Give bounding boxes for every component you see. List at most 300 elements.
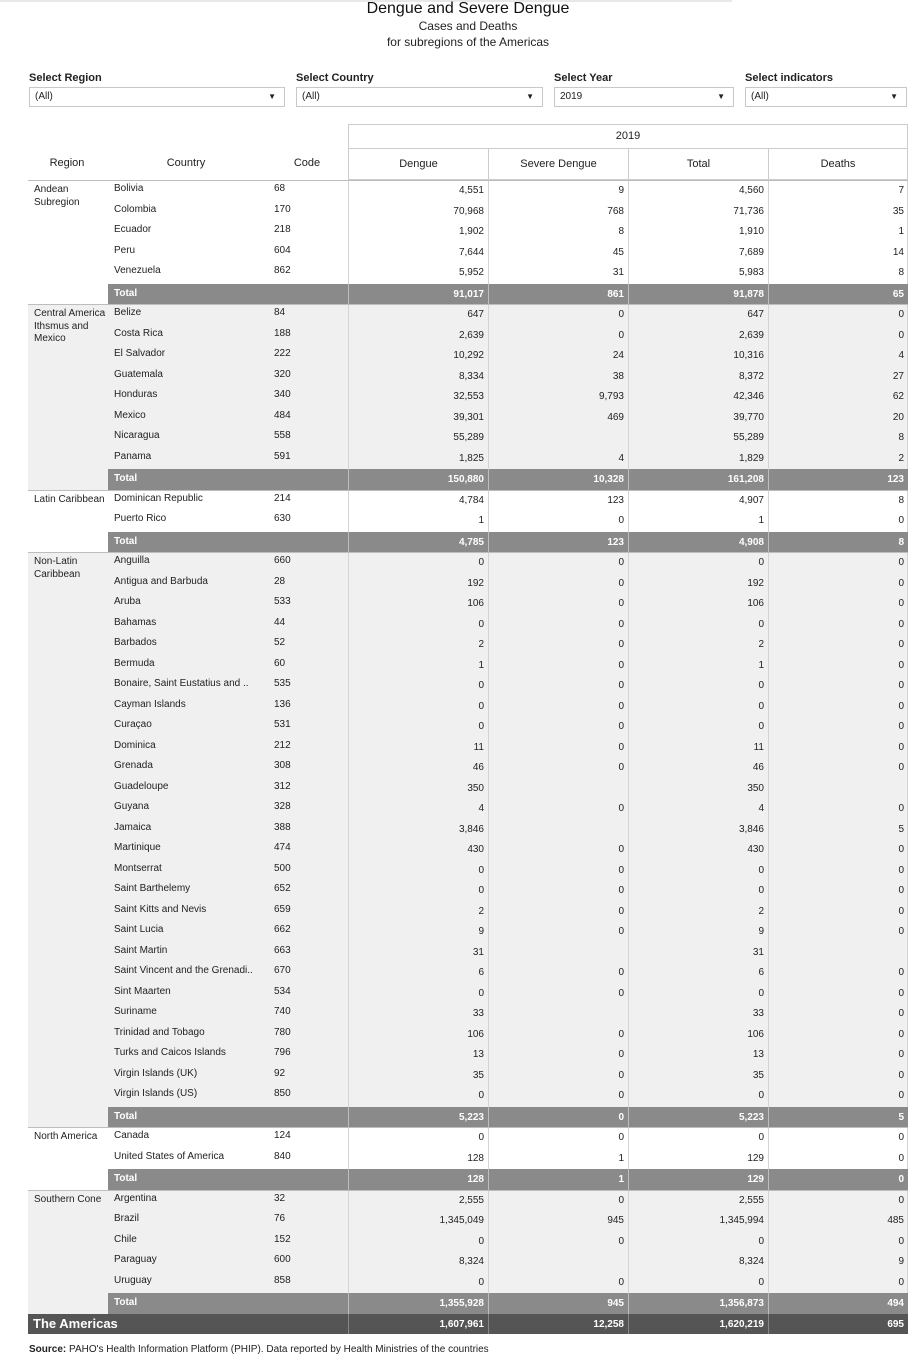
country-cell: Bolivia (114, 183, 144, 194)
severe-dengue-cell: 0 (618, 639, 624, 650)
column-divider (488, 943, 489, 964)
deaths-cell: 0 (898, 1049, 904, 1060)
country-cell: Ecuador (114, 224, 152, 235)
table-row (28, 922, 908, 943)
country-cell: Suriname (114, 1006, 157, 1017)
severe-dengue-cell: 0 (618, 577, 624, 589)
code-cell: 388 (274, 821, 291, 833)
deaths-cell: 14 (892, 246, 904, 258)
column-divider (907, 799, 908, 820)
total-cell: 35 (752, 1069, 764, 1081)
deaths-cell: 0 (898, 577, 904, 589)
header-deaths: Deaths (768, 148, 908, 180)
dengue-cell: 8,324 (458, 1256, 484, 1267)
header-dengue: Dengue (348, 148, 488, 180)
dengue-cell: 350 (467, 782, 484, 794)
deaths-cell: 0 (898, 1276, 904, 1288)
table-row (28, 656, 908, 677)
header-severe-dengue: Severe Dengue (488, 148, 628, 180)
source-text: PAHO's Health Information Platform (PHIP). Data reported by Health Ministries of the countries (66, 1344, 489, 1355)
dengue-cell: 1 (478, 515, 484, 526)
total-cell: 6 (758, 967, 764, 978)
table-row (28, 840, 908, 861)
total-cell: 71,736 (733, 205, 764, 217)
table-row (28, 428, 908, 449)
total-row (108, 1169, 908, 1190)
chevron-down-icon: ▼ (717, 92, 725, 101)
code-cell: 862 (274, 265, 291, 276)
table-row (28, 635, 908, 656)
total-severe-dengue-cell: 10,328 (593, 474, 624, 485)
country-cell: Paraguay (114, 1254, 157, 1265)
column-divider (907, 1273, 908, 1294)
code-cell: 214 (274, 492, 291, 504)
severe-dengue-cell: 0 (618, 598, 624, 609)
country-cell: Puerto Rico (114, 513, 167, 524)
severe-dengue-cell: 0 (618, 515, 624, 526)
year-filter-label: Select Year (554, 72, 613, 84)
country-cell: Bonaire, Saint Eustatius and .. (114, 678, 249, 689)
region-block (28, 304, 908, 490)
code-cell: 312 (274, 780, 291, 792)
year-select[interactable] (554, 87, 734, 107)
table-row (28, 449, 908, 470)
table-row (28, 574, 908, 595)
severe-dengue-cell: 9,793 (598, 391, 624, 402)
deaths-cell: 0 (898, 1090, 904, 1101)
total-cell: 1,910 (738, 226, 764, 237)
code-cell: 484 (274, 409, 291, 421)
total-cell: 2 (758, 639, 764, 650)
country-cell: Saint Kitts and Nevis (114, 903, 207, 915)
total-label: Total (114, 1110, 138, 1122)
column-divider (907, 408, 908, 429)
dengue-cell: 46 (472, 762, 484, 773)
total-cell: 0 (758, 1132, 764, 1143)
code-cell: 170 (274, 203, 291, 215)
deaths-cell: 0 (898, 639, 904, 650)
page-subtitle: Cases and Deaths (418, 19, 518, 33)
table-row (28, 881, 908, 902)
dengue-cell: 9 (478, 926, 484, 937)
region-filter-label: Select Region (29, 72, 102, 84)
table-row (28, 1004, 908, 1025)
deaths-cell: 0 (898, 967, 904, 978)
total-dengue-cell: 150,880 (447, 474, 484, 485)
column-divider (907, 615, 908, 636)
code-cell: 796 (274, 1047, 291, 1058)
table-row (28, 1191, 908, 1212)
column-divider (907, 428, 908, 449)
indicators-select-value: (All) (751, 91, 769, 102)
severe-dengue-cell: 0 (618, 1090, 624, 1101)
code-cell: 152 (274, 1233, 291, 1245)
dengue-cell: 2,555 (458, 1194, 484, 1206)
deaths-cell: 0 (898, 1152, 904, 1164)
table-row (28, 1232, 908, 1253)
deaths-cell: 1 (898, 226, 904, 237)
table-row (28, 305, 908, 326)
deaths-cell: 0 (898, 844, 904, 855)
table-row (28, 799, 908, 820)
total-cell: 0 (758, 864, 764, 876)
column-divider (907, 881, 908, 902)
code-cell: 840 (274, 1150, 291, 1162)
dengue-cell: 2 (478, 639, 484, 650)
dengue-cell: 1,902 (458, 226, 484, 237)
column-divider (907, 346, 908, 367)
total-cell: 8,324 (738, 1256, 764, 1267)
country-cell: Virgin Islands (US) (114, 1088, 198, 1099)
code-cell: 474 (274, 842, 291, 853)
code-cell: 663 (274, 944, 291, 956)
dengue-cell: 106 (467, 1028, 484, 1040)
grand-total-row (28, 1314, 908, 1335)
code-cell: 76 (274, 1213, 286, 1224)
dengue-cell: 11 (473, 741, 484, 753)
table-row (28, 902, 908, 923)
table-row (28, 1273, 908, 1294)
dengue-cell: 0 (478, 680, 484, 691)
column-divider (907, 984, 908, 1005)
dengue-cell: 0 (478, 1276, 484, 1288)
dengue-cell: 128 (467, 1152, 484, 1164)
code-cell: 500 (274, 862, 291, 874)
total-cell: 31 (752, 946, 764, 958)
column-divider (907, 367, 908, 388)
deaths-cell: 8 (898, 432, 904, 443)
total-total-cell: 129 (747, 1174, 764, 1185)
total-cell: 3,846 (738, 823, 764, 835)
year-header: 2019 (348, 124, 908, 148)
region-block (28, 552, 908, 1127)
severe-dengue-cell: 0 (618, 659, 624, 671)
column-divider (907, 635, 908, 656)
region-filter (29, 71, 285, 107)
table-row (28, 1066, 908, 1087)
column-divider (907, 717, 908, 738)
severe-dengue-cell: 0 (618, 885, 624, 896)
grand-total-cell: 1,620,219 (719, 1318, 764, 1330)
dengue-cell: 4 (478, 803, 484, 814)
total-cell: 10,316 (733, 350, 764, 361)
table-row (28, 408, 908, 429)
total-cell: 5,983 (738, 267, 764, 278)
table-row (28, 553, 908, 574)
table-row (28, 1211, 908, 1232)
deaths-cell: 20 (892, 411, 904, 423)
column-divider (907, 922, 908, 943)
country-cell: Bahamas (114, 616, 157, 628)
country-cell: Panama (114, 450, 152, 462)
severe-dengue-cell: 0 (618, 844, 624, 855)
total-cell: 0 (758, 885, 764, 896)
region-label: Southern Cone (34, 1193, 102, 1205)
table-row (28, 963, 908, 984)
table-row (28, 738, 908, 759)
column-divider (907, 820, 908, 841)
code-cell: 136 (274, 698, 291, 710)
deaths-cell: 4 (898, 350, 904, 361)
dengue-cell: 0 (478, 885, 484, 896)
country-cell: Guyana (114, 801, 150, 812)
region-label: Central America Ithsmus and Mexico (34, 308, 106, 344)
total-deaths-cell: 123 (887, 474, 904, 485)
country-cell: Jamaica (114, 821, 152, 833)
column-divider (907, 222, 908, 243)
table-row (28, 1025, 908, 1046)
grand-deaths-cell: 695 (887, 1318, 904, 1330)
country-cell: Dominican Republic (114, 492, 203, 504)
code-cell: 600 (274, 1254, 291, 1265)
total-cell: 55,289 (733, 432, 764, 443)
column-divider (907, 387, 908, 408)
code-cell: 558 (274, 430, 291, 441)
dengue-cell: 13 (472, 1049, 484, 1060)
total-cell: 0 (758, 680, 764, 691)
severe-dengue-cell: 24 (612, 350, 624, 361)
total-cell: 2,555 (738, 1194, 764, 1206)
deaths-cell: 0 (898, 309, 904, 320)
region-select-value: (All) (35, 91, 53, 102)
chevron-down-icon: ▼ (890, 92, 898, 101)
total-cell: 192 (747, 577, 764, 589)
table-row (28, 326, 908, 347)
total-severe-dengue-cell: 123 (607, 536, 624, 548)
dengue-cell: 2 (478, 905, 484, 917)
total-dengue-cell: 4,785 (458, 536, 484, 548)
severe-dengue-cell: 0 (618, 557, 624, 568)
severe-dengue-cell: 0 (618, 1028, 624, 1040)
code-cell: 320 (274, 368, 291, 380)
deaths-cell: 485 (887, 1215, 904, 1226)
country-cell: Barbados (114, 637, 157, 648)
page-subtitle-2: for subregions of the Americas (386, 35, 550, 49)
dengue-cell: 10,292 (453, 350, 484, 361)
severe-dengue-cell: 0 (618, 309, 624, 320)
country-filter-label: Select Country (296, 72, 374, 84)
column-divider (907, 861, 908, 882)
total-cell: 0 (758, 987, 764, 999)
severe-dengue-cell: 0 (618, 762, 624, 773)
header-code: Code (293, 157, 321, 169)
indicators-filter (745, 71, 907, 107)
dengue-cell: 1,825 (458, 452, 484, 464)
code-cell: 68 (274, 183, 286, 194)
dengue-cell: 0 (478, 1235, 484, 1247)
column-divider (907, 202, 908, 223)
column-divider (907, 1232, 908, 1253)
column-divider (907, 574, 908, 595)
total-cell: 46 (752, 762, 764, 773)
table-row (28, 1045, 908, 1066)
column-divider (907, 1045, 908, 1066)
code-cell: 60 (274, 657, 286, 669)
code-cell: 630 (274, 513, 291, 524)
dengue-cell: 192 (467, 577, 484, 589)
country-cell: Cayman Islands (114, 698, 186, 710)
country-select[interactable] (296, 87, 543, 107)
table-row (28, 779, 908, 800)
table-row (28, 820, 908, 841)
deaths-cell: 0 (898, 721, 904, 732)
country-cell: Brazil (114, 1213, 140, 1224)
total-row (108, 1293, 908, 1314)
column-divider (907, 758, 908, 779)
total-total-cell: 5,223 (738, 1111, 764, 1123)
severe-dengue-cell: 45 (612, 246, 624, 258)
deaths-cell: 0 (898, 803, 904, 814)
deaths-cell: 7 (898, 185, 904, 196)
total-label: Total (114, 535, 138, 547)
code-cell: 340 (274, 389, 291, 400)
deaths-cell: 0 (898, 905, 904, 917)
code-cell: 662 (274, 924, 291, 935)
total-cell: 129 (747, 1152, 764, 1164)
title-block (0, 0, 924, 50)
column-divider (907, 1004, 908, 1025)
deaths-cell: 0 (898, 1028, 904, 1040)
severe-dengue-cell: 0 (618, 1235, 624, 1247)
code-cell: 124 (274, 1130, 291, 1141)
total-dengue-cell: 5,223 (458, 1111, 484, 1123)
region-select[interactable] (29, 87, 285, 107)
total-severe-dengue-cell: 861 (607, 288, 624, 300)
table-row (28, 491, 908, 512)
table-row (28, 387, 908, 408)
country-cell: Canada (114, 1130, 150, 1141)
total-cell: 1 (758, 659, 764, 671)
total-dengue-cell: 1,355,928 (439, 1298, 484, 1309)
total-cell: 0 (758, 1090, 764, 1101)
dengue-cell: 4,551 (458, 185, 484, 196)
total-dengue-cell: 91,017 (453, 288, 484, 300)
deaths-cell: 9 (898, 1256, 904, 1267)
column-divider (907, 1149, 908, 1170)
code-cell: 188 (274, 327, 291, 339)
country-cell: Chile (114, 1233, 137, 1245)
year-filter (554, 71, 734, 107)
deaths-cell: 0 (898, 659, 904, 671)
table-row (28, 1252, 908, 1273)
deaths-cell: 35 (892, 205, 904, 217)
total-cell: 0 (758, 700, 764, 712)
column-divider (907, 676, 908, 697)
country-cell: Honduras (114, 389, 158, 400)
severe-dengue-cell: 0 (618, 1132, 624, 1143)
column-divider (907, 181, 908, 202)
total-cell: 0 (758, 721, 764, 732)
table-row (28, 717, 908, 738)
deaths-cell: 0 (898, 329, 904, 341)
code-cell: 591 (274, 450, 291, 462)
total-deaths-cell: 5 (898, 1111, 904, 1123)
severe-dengue-cell: 4 (618, 452, 624, 464)
country-cell: Martinique (114, 842, 161, 853)
total-cell: 4,560 (738, 185, 764, 196)
total-deaths-cell: 65 (892, 288, 904, 300)
total-cell: 1,829 (738, 452, 764, 464)
country-cell: Antigua and Barbuda (114, 575, 208, 587)
severe-dengue-cell: 469 (607, 411, 624, 423)
total-cell: 647 (747, 309, 764, 320)
dengue-cell: 8,334 (458, 370, 484, 382)
grand-dengue-cell: 1,607,961 (439, 1318, 484, 1330)
country-cell: Nicaragua (114, 430, 160, 441)
table-row (28, 615, 908, 636)
indicators-select[interactable] (745, 87, 907, 107)
dengue-cell: 0 (478, 1090, 484, 1101)
total-severe-dengue-cell: 1 (618, 1174, 624, 1185)
total-cell: 106 (747, 598, 764, 609)
dengue-cell: 31 (472, 946, 484, 958)
severe-dengue-cell: 0 (618, 905, 624, 917)
total-row (108, 284, 908, 305)
deaths-cell: 0 (898, 926, 904, 937)
indicators-filter-label: Select indicators (745, 72, 834, 84)
country-cell: United States of America (114, 1150, 225, 1162)
total-cell: 4 (758, 803, 764, 814)
country-cell: Montserrat (114, 862, 162, 874)
column-divider (907, 840, 908, 861)
total-label: Total (114, 1297, 138, 1308)
total-total-cell: 91,878 (733, 288, 764, 300)
country-cell: Venezuela (114, 265, 161, 276)
total-cell: 42,346 (733, 391, 764, 402)
country-cell: Aruba (114, 596, 141, 607)
code-cell: 212 (274, 739, 291, 751)
dengue-cell: 70,968 (453, 205, 484, 217)
severe-dengue-cell: 123 (607, 494, 624, 506)
total-severe-dengue-cell: 945 (607, 1298, 624, 1309)
severe-dengue-cell: 8 (618, 226, 624, 237)
severe-dengue-cell: 0 (618, 864, 624, 876)
country-cell: Curaçao (114, 719, 152, 730)
table-row (28, 511, 908, 532)
page-title: Dengue and Severe Dengue (366, 0, 570, 17)
total-severe-dengue-cell: 0 (618, 1111, 624, 1123)
severe-dengue-cell: 0 (618, 1069, 624, 1081)
code-cell: 32 (274, 1192, 286, 1204)
header-region: Region (49, 157, 85, 169)
country-cell: Costa Rica (114, 327, 163, 339)
total-cell: 430 (747, 844, 764, 855)
deaths-cell: 0 (898, 618, 904, 630)
table-row (28, 202, 908, 223)
severe-dengue-cell: 0 (618, 741, 624, 753)
deaths-cell: 0 (898, 885, 904, 896)
total-cell: 2 (758, 905, 764, 917)
total-cell: 39,770 (733, 411, 764, 423)
dengue-cell: 0 (478, 557, 484, 568)
country-cell: Belize (114, 307, 142, 318)
country-cell: Argentina (114, 1192, 157, 1204)
deaths-cell: 0 (898, 515, 904, 526)
region-label: North America (34, 1131, 98, 1142)
column-divider (907, 1128, 908, 1149)
country-cell: Guatemala (114, 368, 163, 380)
severe-dengue-cell: 0 (618, 987, 624, 999)
severe-dengue-cell: 0 (618, 1194, 624, 1206)
code-cell: 533 (274, 596, 291, 607)
deaths-cell: 0 (898, 1235, 904, 1247)
grand-total-label: The Americas (33, 1315, 118, 1331)
dengue-cell: 0 (478, 864, 484, 876)
total-cell: 11 (753, 741, 764, 753)
code-cell: 92 (274, 1067, 286, 1079)
total-cell: 33 (752, 1008, 764, 1019)
dengue-cell: 1,345,049 (439, 1215, 484, 1226)
